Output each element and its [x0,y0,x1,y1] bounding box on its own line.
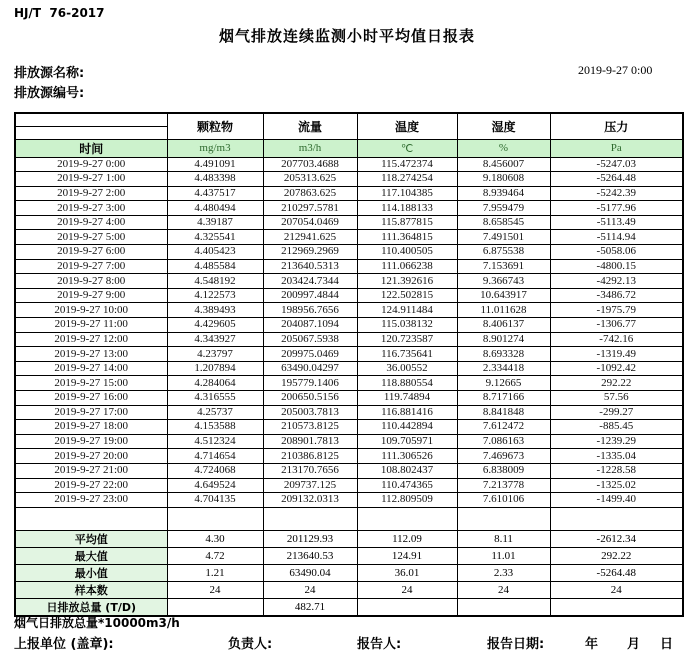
value-cell: 198956.7656 [263,303,357,318]
table-row [15,361,683,376]
value-cell: 120.723587 [357,332,457,347]
month-label: 月 [627,637,641,652]
col-header-particulate: 颗粒物 [167,113,263,139]
value-cell: -5058.06 [550,245,683,260]
value-cell: 116.735641 [357,347,457,362]
col-header-flow: 流量 [263,113,357,139]
value-cell: -1239.29 [550,434,683,449]
value-cell: 4.704135 [167,493,263,508]
year-label: 年 [585,637,599,652]
value-cell: 112.809509 [357,493,457,508]
table-row [15,347,683,362]
report-date-label: 报告日期: [487,637,545,652]
value-cell: 117.104385 [357,186,457,201]
value-cell: 108.802437 [357,463,457,478]
value-cell: -5177.96 [550,201,683,216]
value-cell: 8.693328 [457,347,550,362]
monitoring-data-table [14,112,684,617]
signature-line [0,633,694,651]
value-cell: -4292.13 [550,274,683,289]
col-header-pressure: 压力 [550,113,683,139]
summary-value-cell: 11.01 [457,547,550,564]
time-cell: 2019-9-27 8:00 [15,274,167,289]
value-cell: 1.207894 [167,361,263,376]
data-rows [15,157,683,507]
value-cell: 207863.625 [263,186,357,201]
value-cell: 4.389493 [167,303,263,318]
value-cell: 7.491501 [457,230,550,245]
value-cell: 205313.625 [263,172,357,187]
value-cell: 116.881416 [357,405,457,420]
value-cell: 7.610106 [457,493,550,508]
value-cell: 212941.625 [263,230,357,245]
value-cell: 109.705971 [357,434,457,449]
time-cell: 2019-9-27 19:00 [15,434,167,449]
value-cell: 6.838009 [457,463,550,478]
value-cell: 210573.8125 [263,420,357,435]
table-row [15,332,683,347]
value-cell: 210297.5781 [263,201,357,216]
time-cell: 2019-9-27 13:00 [15,347,167,362]
emission-source-name-label: 排放源名称: [14,66,85,81]
value-cell: -5247.03 [550,157,683,172]
value-cell: 4.39187 [167,215,263,230]
summary-value-cell: 24 [550,581,683,598]
table-row [15,157,683,172]
value-cell: 205067.5938 [263,332,357,347]
value-cell: 4.649524 [167,478,263,493]
time-cell: 2019-9-27 16:00 [15,391,167,406]
value-cell: 209975.0469 [263,347,357,362]
value-cell: -742.16 [550,332,683,347]
value-cell: 4.316555 [167,391,263,406]
summary-value-cell: 24 [457,581,550,598]
table-row [15,493,683,508]
value-cell: 7.612472 [457,420,550,435]
summary-row [15,581,683,598]
report-unit-label: 上报单位 (盖章): [14,637,114,652]
header-row-parameters [15,113,683,126]
value-cell: -299.27 [550,405,683,420]
summary-value-cell: 482.71 [263,598,357,616]
value-cell: 2.334418 [457,361,550,376]
summary-value-cell: 112.09 [357,530,457,547]
page-title: 烟气排放连续监测小时平均值日报表 [218,27,475,45]
value-cell: -5242.39 [550,186,683,201]
value-cell: -1499.40 [550,493,683,508]
value-cell: 7.959479 [457,201,550,216]
summary-value-cell: 4.30 [167,530,263,547]
value-cell: 4.714654 [167,449,263,464]
value-cell: 204087.1094 [263,318,357,333]
summary-value-cell: 292.22 [550,547,683,564]
table-row [15,303,683,318]
table-row [15,420,683,435]
summary-value-cell: 2.33 [457,564,550,581]
time-cell: 2019-9-27 17:00 [15,405,167,420]
value-cell: 115.472374 [357,157,457,172]
value-cell: 111.364815 [357,230,457,245]
value-cell: 115.038132 [357,318,457,333]
value-cell: 8.456007 [457,157,550,172]
time-cell: 2019-9-27 7:00 [15,259,167,274]
time-cell: 2019-9-27 2:00 [15,186,167,201]
time-cell: 2019-9-27 23:00 [15,493,167,508]
summary-value-cell: -2612.34 [550,530,683,547]
value-cell: 4.483398 [167,172,263,187]
time-cell: 2019-9-27 11:00 [15,318,167,333]
value-cell: -1306.77 [550,318,683,333]
unit-flow: m3/h [263,139,357,157]
table-row [15,259,683,274]
spacer-row [15,507,683,530]
table-row [15,186,683,201]
value-cell: 203424.7344 [263,274,357,289]
value-cell: 4.153588 [167,420,263,435]
value-cell: 207703.4688 [263,157,357,172]
unit-pressure: Pa [550,139,683,157]
summary-row [15,564,683,581]
table-row [15,376,683,391]
value-cell: 8.717166 [457,391,550,406]
summary-label: 平均值 [15,530,167,547]
value-cell: 292.22 [550,376,683,391]
value-cell: 4.491091 [167,157,263,172]
time-cell: 2019-9-27 12:00 [15,332,167,347]
value-cell: 205003.7813 [263,405,357,420]
unit-humidity: % [457,139,550,157]
summary-value-cell [167,598,263,616]
summary-value-cell: 201129.93 [263,530,357,547]
summary-label: 样本数 [15,581,167,598]
report-datetime: 2019-9-27 0:00 [578,63,653,77]
value-cell: 11.011628 [457,303,550,318]
value-cell: -885.45 [550,420,683,435]
value-cell: 122.502815 [357,288,457,303]
standard-code: HJ/T 76-2017 [14,6,105,20]
summary-label: 最大值 [15,547,167,564]
summary-row [15,547,683,564]
time-cell: 2019-9-27 5:00 [15,230,167,245]
value-cell: 212969.2969 [263,245,357,260]
col-header-temperature: 温度 [357,113,457,139]
value-cell: 209132.0313 [263,493,357,508]
summary-label: 日排放总量 (T/D) [15,598,167,616]
table-row [15,274,683,289]
time-column-header: 时间 [15,139,167,157]
value-cell: -1975.79 [550,303,683,318]
summary-label: 最小值 [15,564,167,581]
value-cell: 111.306526 [357,449,457,464]
value-cell: 63490.04297 [263,361,357,376]
unit-particulate: mg/m3 [167,139,263,157]
value-cell: 4.405423 [167,245,263,260]
value-cell: 7.469673 [457,449,550,464]
summary-value-cell: 24 [357,581,457,598]
value-cell: 110.400505 [357,245,457,260]
value-cell: 9.366743 [457,274,550,289]
value-cell: -1335.04 [550,449,683,464]
time-cell: 2019-9-27 6:00 [15,245,167,260]
value-cell: 4.122573 [167,288,263,303]
summary-row [15,530,683,547]
value-cell: 200650.5156 [263,391,357,406]
value-cell: -1228.58 [550,463,683,478]
summary-value-cell: 24 [167,581,263,598]
table-row [15,391,683,406]
value-cell: -4800.15 [550,259,683,274]
value-cell: 36.00552 [357,361,457,376]
value-cell: 4.724068 [167,463,263,478]
value-cell: 207054.0469 [263,215,357,230]
day-label: 日 [660,637,674,652]
time-cell: 2019-9-27 9:00 [15,288,167,303]
table-row [15,318,683,333]
table-row [15,463,683,478]
value-cell: 110.474365 [357,478,457,493]
value-cell: 8.658545 [457,215,550,230]
value-cell: -3486.72 [550,288,683,303]
value-cell: 9.12665 [457,376,550,391]
summary-value-cell: 24 [263,581,357,598]
summary-value-cell: 36.01 [357,564,457,581]
summary-value-cell: 213640.53 [263,547,357,564]
value-cell: 213640.5313 [263,259,357,274]
value-cell: -5114.94 [550,230,683,245]
value-cell: 213170.7656 [263,463,357,478]
value-cell: 195779.1406 [263,376,357,391]
value-cell: 8.901274 [457,332,550,347]
value-cell: 4.343927 [167,332,263,347]
unit-temperature: ℃ [357,139,457,157]
value-cell: -5264.48 [550,172,683,187]
value-cell: -1325.02 [550,478,683,493]
value-cell: 4.325541 [167,230,263,245]
value-cell: 8.841848 [457,405,550,420]
time-cell: 2019-9-27 3:00 [15,201,167,216]
value-cell: 57.56 [550,391,683,406]
value-cell: 4.548192 [167,274,263,289]
value-cell: 121.392616 [357,274,457,289]
value-cell: 4.480494 [167,201,263,216]
value-cell: 115.877815 [357,215,457,230]
table-row [15,449,683,464]
summary-value-cell: 1.21 [167,564,263,581]
value-cell: 124.911484 [357,303,457,318]
summary-value-cell: 4.72 [167,547,263,564]
time-cell: 2019-9-27 10:00 [15,303,167,318]
time-cell: 2019-9-27 1:00 [15,172,167,187]
value-cell: 111.066238 [357,259,457,274]
header-corner-top [15,113,167,126]
table-row [15,230,683,245]
value-cell: 4.23797 [167,347,263,362]
reporter-label: 报告人: [357,637,402,652]
table-row [15,405,683,420]
value-cell: -1092.42 [550,361,683,376]
time-cell: 2019-9-27 0:00 [15,157,167,172]
summary-value-cell: 8.11 [457,530,550,547]
table-row [15,434,683,449]
value-cell: 4.512324 [167,434,263,449]
time-cell: 2019-9-27 21:00 [15,463,167,478]
time-cell: 2019-9-27 22:00 [15,478,167,493]
table-row [15,201,683,216]
value-cell: 110.442894 [357,420,457,435]
value-cell: 210386.8125 [263,449,357,464]
table-row [15,288,683,303]
responsible-person-label: 负责人: [228,637,273,652]
table-row [15,215,683,230]
value-cell: 8.406137 [457,318,550,333]
summary-value-cell [550,598,683,616]
value-cell: 118.880554 [357,376,457,391]
header-row-units [15,139,683,157]
header-corner-bottom [15,126,167,139]
time-cell: 2019-9-27 14:00 [15,361,167,376]
time-cell: 2019-9-27 4:00 [15,215,167,230]
value-cell: 200997.4844 [263,288,357,303]
summary-value-cell: 124.91 [357,547,457,564]
value-cell: -5113.49 [550,215,683,230]
value-cell: 4.437517 [167,186,263,201]
value-cell: 118.274254 [357,172,457,187]
value-cell: 4.284064 [167,376,263,391]
emission-source-id-label: 排放源编号: [14,86,85,101]
value-cell: 10.643917 [457,288,550,303]
summary-value-cell: -5264.48 [550,564,683,581]
summary-value-cell: 63490.04 [263,564,357,581]
table-row [15,245,683,260]
value-cell: 209737.125 [263,478,357,493]
time-cell: 2019-9-27 18:00 [15,420,167,435]
time-cell: 2019-9-27 15:00 [15,376,167,391]
value-cell: 7.153691 [457,259,550,274]
col-header-humidity: 湿度 [457,113,550,139]
value-cell: 4.485584 [167,259,263,274]
value-cell: 4.25737 [167,405,263,420]
value-cell: -1319.49 [550,347,683,362]
value-cell: 114.188133 [357,201,457,216]
summary-value-cell [357,598,457,616]
summary-value-cell [457,598,550,616]
table-row [15,478,683,493]
value-cell: 7.086163 [457,434,550,449]
value-cell: 119.74894 [357,391,457,406]
daily-total-note: 烟气日排放总量*10000m3/h [14,616,180,630]
value-cell: 4.429605 [167,318,263,333]
summary-rows [15,530,683,616]
value-cell: 6.875538 [457,245,550,260]
table-row [15,172,683,187]
time-cell: 2019-9-27 20:00 [15,449,167,464]
value-cell: 9.180608 [457,172,550,187]
value-cell: 8.939464 [457,186,550,201]
value-cell: 208901.7813 [263,434,357,449]
value-cell: 7.213778 [457,478,550,493]
